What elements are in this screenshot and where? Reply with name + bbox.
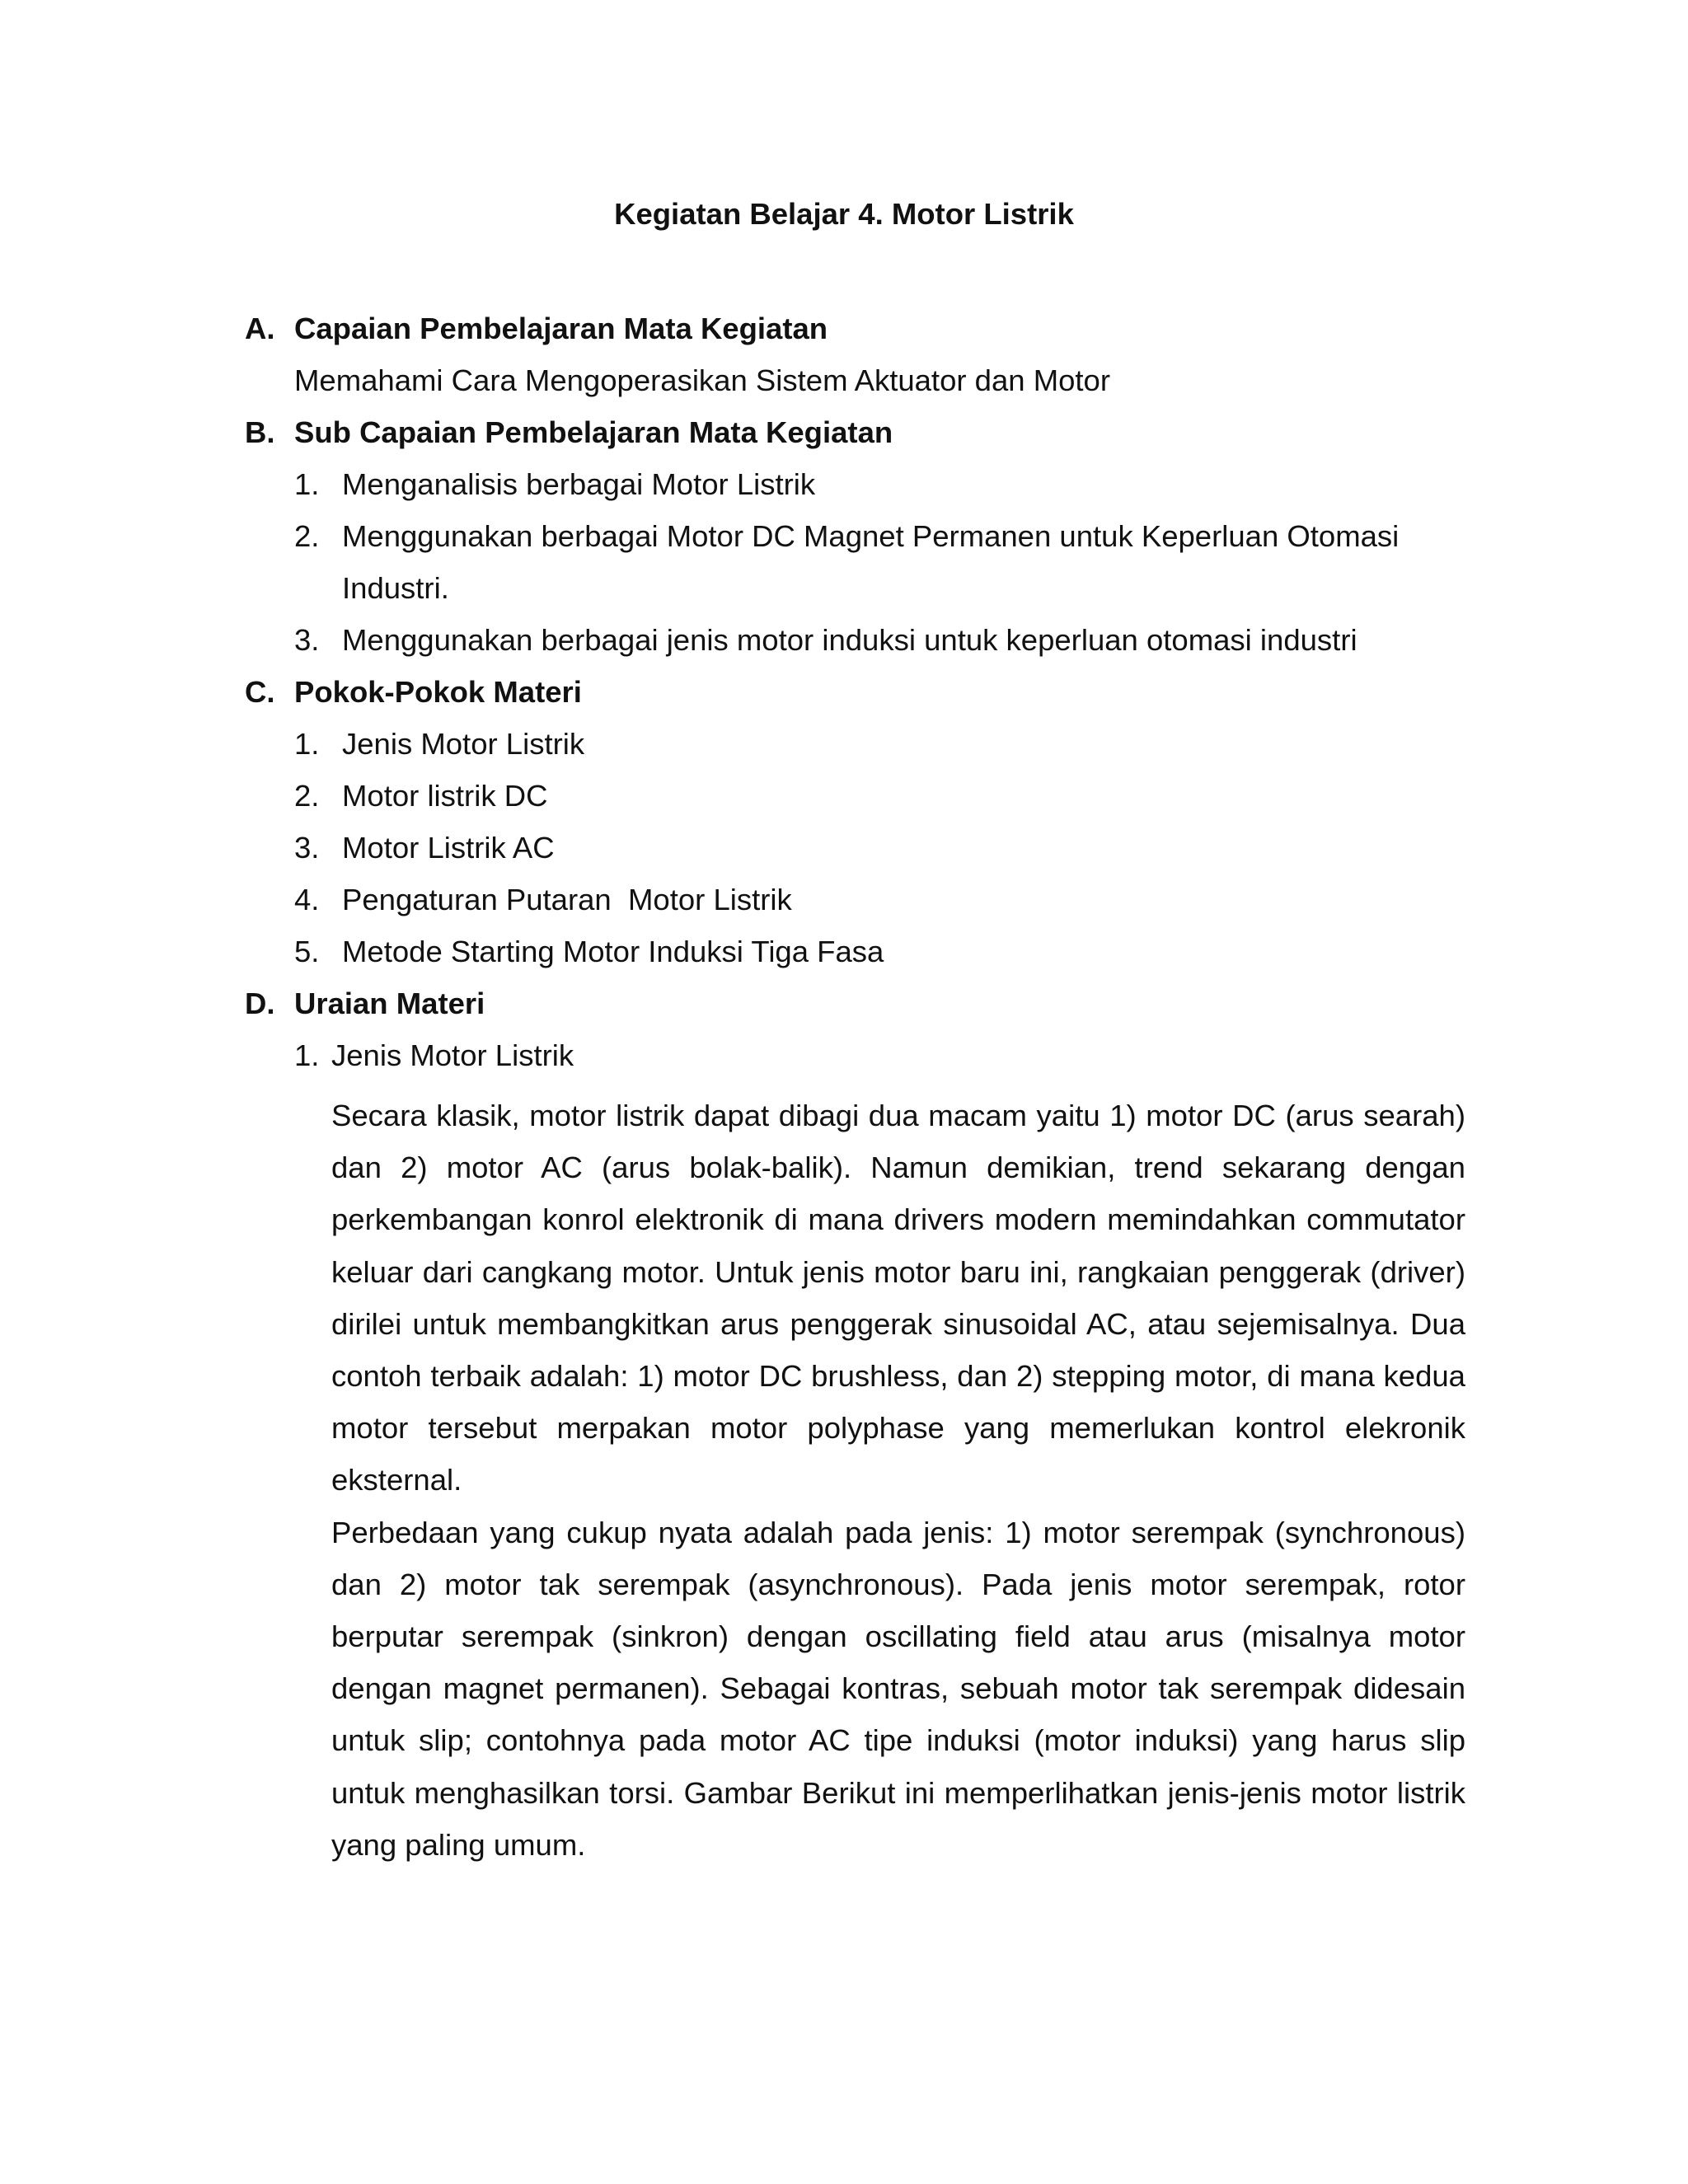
paragraph-2-body [331, 1507, 1465, 1871]
list-item-text: Pengaturan Putaran Motor Listrik [342, 883, 792, 916]
list-item-text: Metode Starting Motor Induksi Tiga Fasa [342, 935, 884, 968]
paragraph-1 [0, 1090, 1688, 1507]
paragraph-line: eksternal. [331, 1463, 462, 1497]
list-number: 3. [294, 831, 320, 865]
list-number: 2. [294, 779, 320, 813]
section-a-description: Memahami Cara Mengoperasikan Sistem Aktuator dan Motor [294, 363, 1111, 397]
paragraph-line: berputar serempak (sinkron) dengan oscillating field atau arus (misalnya motor [331, 1619, 1465, 1653]
list-number: 3. [294, 623, 320, 657]
section-a-heading [0, 311, 1688, 363]
subsection-title: Jenis Motor Listrik [331, 1038, 574, 1072]
list-number: 4. [294, 883, 320, 916]
list-number: 2. [294, 519, 320, 553]
section-a-text [0, 363, 1688, 415]
section-d-heading [0, 986, 1688, 1038]
list-item-text: Menggunakan berbagai Motor DC Magnet Permanen untuk Keperluan Otomasi [342, 519, 1400, 553]
list-item [0, 778, 1688, 830]
subsection-heading [0, 1038, 1688, 1090]
list-number: 1. [294, 467, 320, 501]
section-c-heading [0, 674, 1688, 726]
paragraph-1-body [331, 1090, 1465, 1507]
section-title: Sub Capaian Pembelajaran Mata Kegiatan [294, 415, 893, 449]
list-item-text: Motor Listrik AC [342, 831, 555, 865]
list-number: 1. [294, 727, 320, 761]
section-letter: B. [245, 415, 275, 449]
list-item-text: Motor listrik DC [342, 779, 548, 813]
section-title: Capaian Pembelajaran Mata Kegiatan [294, 312, 828, 345]
paragraph-line: dan 2) motor AC (arus bolak-balik). Namun demikian, trend sekarang dengan [331, 1151, 1465, 1185]
list-item-continuation [0, 570, 1688, 622]
section-title: Pokok-Pokok Materi [294, 675, 582, 709]
paragraph-line: dan 2) motor tak serempak (asynchronous). Pada jenis motor serempak, rotor [331, 1567, 1465, 1601]
paragraph-line: keluar dari cangkang motor. Untuk jenis motor baru ini, rangkaian penggerak (driver) [331, 1254, 1465, 1289]
list-item [0, 882, 1688, 934]
list-number: 1. [294, 1038, 320, 1072]
list-item [0, 518, 1688, 570]
list-number: 5. [294, 935, 320, 968]
section-letter: D. [245, 987, 275, 1020]
list-item [0, 466, 1688, 518]
paragraph-line: untuk menghasilkan torsi. Gambar Berikut ini memperlihatkan jenis-jenis motor listrik [331, 1775, 1465, 1810]
list-item-text: Menganalisis berbagai Motor Listrik [342, 467, 816, 501]
paragraph-line: dirilei untuk membangkitkan arus penggerak sinusoidal AC, atau sejemisalnya. Dua [331, 1306, 1465, 1341]
section-b-heading [0, 415, 1688, 466]
page-title: Kegiatan Belajar 4. Motor Listrik [614, 197, 1074, 231]
paragraph-line: perkembangan konrol elektronik di mana drivers modern memindahkan commutator [331, 1202, 1465, 1237]
list-item [0, 726, 1688, 778]
paragraph-line: contoh terbaik adalah: 1) motor DC brushless, dan 2) stepping motor, di mana kedua [331, 1358, 1465, 1393]
list-item-text: Industri. [342, 571, 449, 605]
list-item [0, 622, 1688, 674]
paragraph-line: Perbedaan yang cukup nyata adalah pada jenis: 1) motor serempak (synchronous) [331, 1515, 1465, 1549]
section-letter: C. [245, 675, 275, 709]
section-letter: A. [245, 312, 275, 345]
paragraph-line: untuk slip; contohnya pada motor AC tipe induksi (motor induksi) yang harus slip [331, 1723, 1465, 1758]
paragraph-line: Secara klasik, motor listrik dapat dibagi dua macam yaitu 1) motor DC (arus searah) [331, 1099, 1465, 1132]
list-item [0, 934, 1688, 986]
paragraph-2 [0, 1507, 1688, 1871]
document-body [0, 311, 1688, 1871]
paragraph-line: dengan magnet permanen). Sebagai kontras, sebuah motor tak serempak didesain [331, 1671, 1465, 1706]
list-item-text: Jenis Motor Listrik [342, 727, 585, 761]
list-item [0, 830, 1688, 882]
list-item-text: Menggunakan berbagai jenis motor induksi untuk keperluan otomasi industri [342, 623, 1357, 657]
paragraph-line: yang paling umum. [331, 1827, 586, 1862]
paragraph-line: motor tersebut merpakan motor polyphase yang memerlukan kontrol elekronik [331, 1411, 1465, 1446]
section-title: Uraian Materi [294, 987, 485, 1020]
